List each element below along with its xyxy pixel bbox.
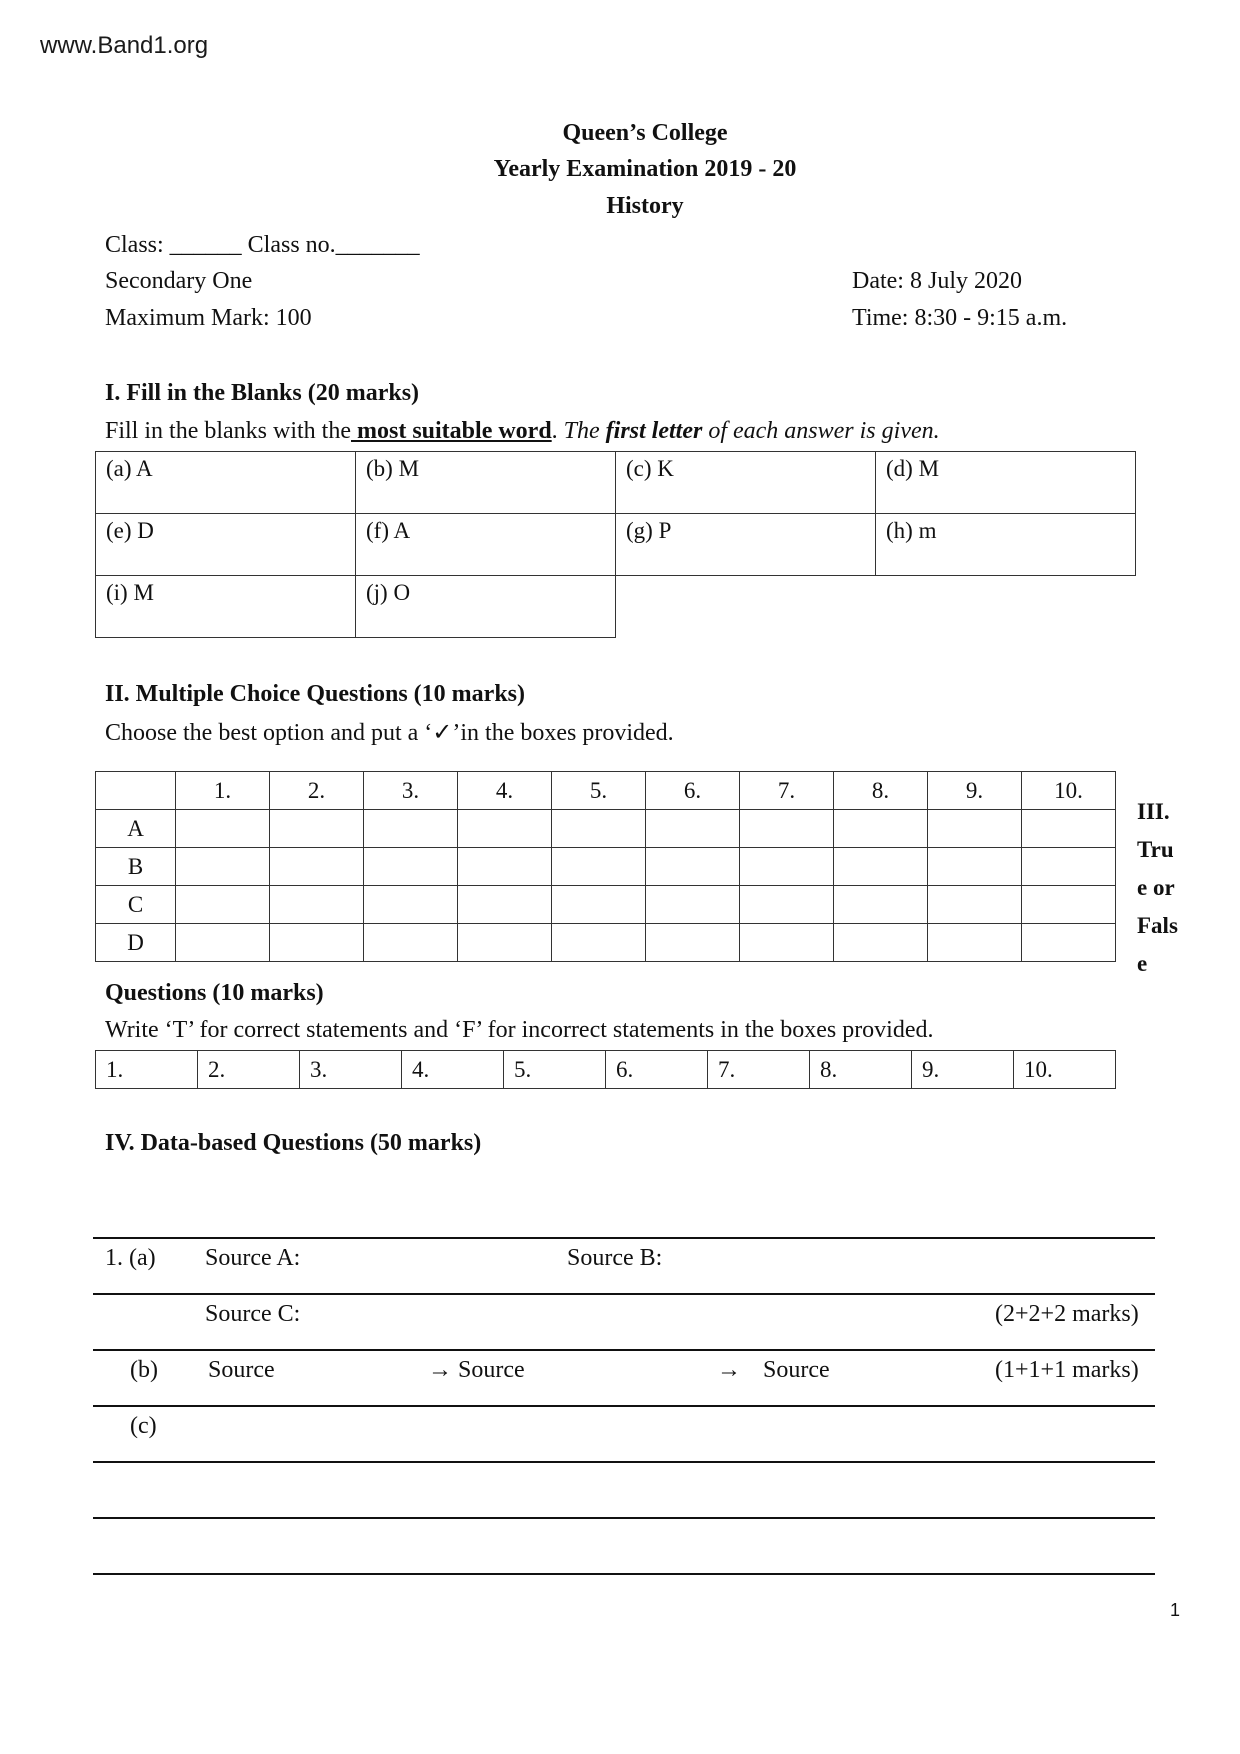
question-number: 5. xyxy=(552,772,646,810)
blank-cell-i[interactable]: (i) M xyxy=(96,576,356,638)
answer-line xyxy=(93,1349,1155,1351)
q1a-label: 1. (a) xyxy=(105,1245,156,1271)
mcq-row-b xyxy=(96,848,1116,886)
mcq-header-row xyxy=(96,772,1116,810)
answer-box[interactable] xyxy=(176,810,270,848)
mcq-row-a xyxy=(96,810,1116,848)
answer-box[interactable] xyxy=(364,886,458,924)
arrow-icon: → xyxy=(717,1357,741,1383)
tf-box[interactable]: 1. xyxy=(96,1051,198,1089)
blank-cell-g[interactable]: (g) P xyxy=(616,514,876,576)
answer-box[interactable] xyxy=(1022,886,1116,924)
instruction-bold-italic: first letter xyxy=(605,418,703,444)
answer-box[interactable] xyxy=(270,886,364,924)
true-false-table xyxy=(95,1050,1116,1089)
tf-box[interactable]: 9. xyxy=(912,1051,1014,1089)
tf-box[interactable]: 2. xyxy=(198,1051,300,1089)
answer-box[interactable] xyxy=(740,848,834,886)
title-fragment: III. xyxy=(1137,799,1170,824)
answer-box[interactable] xyxy=(176,924,270,962)
section2-instruction: Choose the best option and put a ‘✓’in the boxes provided. xyxy=(105,720,674,746)
tf-box[interactable]: 10. xyxy=(1014,1051,1116,1089)
answer-box[interactable] xyxy=(928,924,1022,962)
source-c-label[interactable]: Source C: xyxy=(205,1301,301,1327)
marks-a: (2+2+2 marks) xyxy=(995,1301,1139,1327)
option-label: A xyxy=(96,810,176,848)
blank-cell-f[interactable]: (f) A xyxy=(356,514,616,576)
answer-box[interactable] xyxy=(1022,848,1116,886)
empty-cell xyxy=(876,576,1136,638)
answer-box[interactable] xyxy=(740,924,834,962)
title-fragment: e xyxy=(1137,951,1148,976)
tf-box[interactable]: 8. xyxy=(810,1051,912,1089)
answer-box[interactable] xyxy=(364,848,458,886)
blank-cell-j[interactable]: (j) O xyxy=(356,576,616,638)
source-a-label[interactable]: Source A: xyxy=(205,1245,301,1271)
answer-line[interactable] xyxy=(93,1461,1155,1463)
corner-cell xyxy=(96,772,176,810)
date-text: Date: 8 July 2020 xyxy=(852,268,1022,294)
answer-box[interactable] xyxy=(364,924,458,962)
section1-title: I. Fill in the Blanks (20 marks) xyxy=(105,380,420,406)
title-fragment: Fals xyxy=(1137,913,1178,938)
tf-box[interactable]: 7. xyxy=(708,1051,810,1089)
answer-box[interactable] xyxy=(270,810,364,848)
answer-line xyxy=(93,1237,1155,1239)
question-number: 7. xyxy=(740,772,834,810)
section3-instruction: Write ‘T’ for correct statements and ‘F’ for incorrect statements in the boxes provided. xyxy=(105,1017,934,1043)
answer-line xyxy=(93,1405,1155,1407)
answer-box[interactable] xyxy=(1022,810,1116,848)
max-mark-text: Maximum Mark: 100 xyxy=(105,305,312,331)
blank-cell-c[interactable]: (c) K xyxy=(616,452,876,514)
option-label: B xyxy=(96,848,176,886)
question-number: 2. xyxy=(270,772,364,810)
answer-box[interactable] xyxy=(552,886,646,924)
blank-cell-e[interactable]: (e) D xyxy=(96,514,356,576)
marks-b: (1+1+1 marks) xyxy=(995,1357,1139,1383)
q1b-label: (b) xyxy=(130,1357,158,1383)
question-number: 4. xyxy=(458,772,552,810)
title-fragment: Tru xyxy=(1137,837,1174,862)
answer-box[interactable] xyxy=(1022,924,1116,962)
answer-line[interactable] xyxy=(93,1517,1155,1519)
question-number: 1. xyxy=(176,772,270,810)
tf-box[interactable]: 5. xyxy=(504,1051,606,1089)
answer-box[interactable] xyxy=(646,886,740,924)
title-fragment: e or xyxy=(1137,875,1175,900)
tf-box[interactable]: 4. xyxy=(402,1051,504,1089)
blank-cell-d[interactable]: (d) M xyxy=(876,452,1136,514)
instruction-punct: . xyxy=(551,418,564,444)
tf-box[interactable]: 3. xyxy=(300,1051,402,1089)
answer-box[interactable] xyxy=(176,848,270,886)
question-number: 9. xyxy=(928,772,1022,810)
answer-box[interactable] xyxy=(458,848,552,886)
source-seq-1[interactable]: Source xyxy=(208,1357,275,1383)
answer-box[interactable] xyxy=(740,886,834,924)
answer-box[interactable] xyxy=(834,924,928,962)
question-number: 3. xyxy=(364,772,458,810)
source-seq-3[interactable]: Source xyxy=(763,1357,830,1383)
answer-box[interactable] xyxy=(552,924,646,962)
school-name: Queen’s College xyxy=(562,120,728,146)
level-text: Secondary One xyxy=(105,268,253,294)
empty-cell xyxy=(616,576,876,638)
answer-box[interactable] xyxy=(928,886,1022,924)
answer-box[interactable] xyxy=(646,810,740,848)
answer-line[interactable] xyxy=(93,1573,1155,1575)
question-number: 10. xyxy=(1022,772,1116,810)
question-number: 8. xyxy=(834,772,928,810)
source-b-label[interactable]: Source B: xyxy=(567,1245,663,1271)
instruction-text: Fill in the blanks with the xyxy=(105,418,351,444)
answer-box[interactable] xyxy=(552,848,646,886)
instruction-emphasis: most suitable word xyxy=(351,418,552,444)
page-number: 1 xyxy=(1169,1600,1180,1620)
section3-title-wrapped xyxy=(1137,793,1197,983)
q1c-label: (c) xyxy=(130,1413,157,1439)
answer-box[interactable] xyxy=(928,810,1022,848)
answer-box[interactable] xyxy=(834,810,928,848)
answer-box[interactable] xyxy=(646,848,740,886)
section3-title-cont: Questions (10 marks) xyxy=(105,980,324,1006)
instruction-italic: The xyxy=(563,418,606,444)
fill-blanks-table xyxy=(95,451,1136,638)
blank-cell-b[interactable]: (b) M xyxy=(356,452,616,514)
option-label: D xyxy=(96,924,176,962)
answer-box[interactable] xyxy=(834,848,928,886)
answer-box[interactable] xyxy=(552,810,646,848)
answer-box[interactable] xyxy=(928,848,1022,886)
answer-box[interactable] xyxy=(834,886,928,924)
answer-box[interactable] xyxy=(740,810,834,848)
blank-cell-a[interactable]: (a) A xyxy=(96,452,356,514)
answer-box[interactable] xyxy=(364,810,458,848)
blank-cell-h[interactable]: (h) m xyxy=(876,514,1136,576)
instruction-italic: of each answer is given. xyxy=(702,418,940,444)
source-seq-2[interactable]: → Source xyxy=(428,1357,525,1383)
section4-title: IV. Data-based Questions (50 marks) xyxy=(105,1130,482,1156)
section1-instruction xyxy=(105,418,940,445)
mcq-row-c xyxy=(96,886,1116,924)
watermark: www.Band1.org xyxy=(40,32,209,59)
tf-box[interactable]: 6. xyxy=(606,1051,708,1089)
answer-box[interactable] xyxy=(458,924,552,962)
mcq-row-d xyxy=(96,924,1116,962)
answer-line xyxy=(93,1293,1155,1295)
subject-title: History xyxy=(606,193,684,219)
answer-box[interactable] xyxy=(458,810,552,848)
section2-title: II. Multiple Choice Questions (10 marks) xyxy=(105,681,525,707)
answer-box[interactable] xyxy=(176,886,270,924)
answer-box[interactable] xyxy=(270,924,364,962)
class-line: Class: ______ Class no._______ xyxy=(105,232,420,258)
exam-title: Yearly Examination 2019 - 20 xyxy=(493,156,797,182)
answer-box[interactable] xyxy=(646,924,740,962)
mcq-answer-grid xyxy=(95,771,1116,962)
answer-box[interactable] xyxy=(270,848,364,886)
question-number: 6. xyxy=(646,772,740,810)
time-text: Time: 8:30 - 9:15 a.m. xyxy=(852,305,1068,331)
option-label: C xyxy=(96,886,176,924)
answer-box[interactable] xyxy=(458,886,552,924)
